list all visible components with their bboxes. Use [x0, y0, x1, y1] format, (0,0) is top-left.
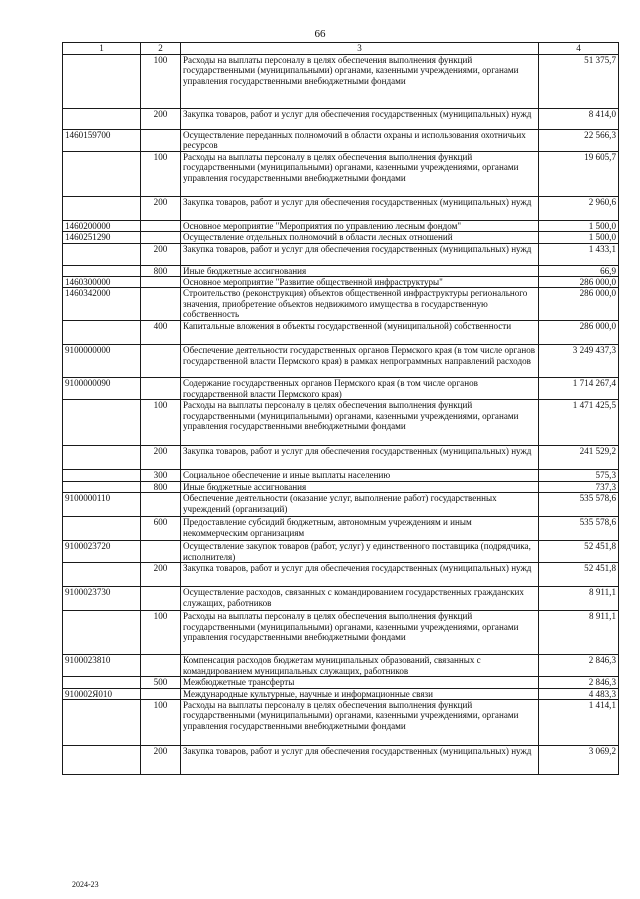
cell-code [63, 677, 141, 688]
table-row [63, 541, 619, 563]
cell-expense-type: 600 [141, 517, 181, 541]
cell-name: Осуществление отдельных полномочий в области лесных отношений [181, 232, 539, 243]
cell-code [63, 265, 141, 276]
cell-amount: 4 483,3 [539, 688, 619, 699]
cell-amount: 2 960,6 [539, 196, 619, 220]
cell-code: 1460300000 [63, 277, 141, 288]
cell-code: 9100000090 [63, 378, 141, 400]
table-row [63, 232, 619, 243]
cell-amount: 737,3 [539, 481, 619, 492]
table-row [63, 688, 619, 699]
cell-name: Иные бюджетные ассигнования [181, 481, 539, 492]
cell-amount: 52 451,8 [539, 541, 619, 563]
cell-code [63, 517, 141, 541]
cell-name: Закупка товаров, работ и услуг для обеспечения государственных (муниципальных) нужд [181, 243, 539, 265]
cell-code: 910002Я010 [63, 688, 141, 699]
cell-code [63, 470, 141, 481]
cell-name: Закупка товаров, работ и услуг для обеспечения государственных (муниципальных) нужд [181, 746, 539, 775]
cell-code: 9100023730 [63, 587, 141, 611]
cell-expense-type: 100 [141, 700, 181, 746]
cell-expense-type [141, 688, 181, 699]
cell-name: Осуществление переданных полномочий в области охраны и использования охотничьих ресурсов [181, 130, 539, 152]
cell-amount: 3 249 437,3 [539, 345, 619, 378]
table-row [63, 481, 619, 492]
cell-amount: 51 375,7 [539, 55, 619, 109]
cell-code: 9100023720 [63, 541, 141, 563]
table-header-row [63, 43, 619, 55]
cell-code [63, 700, 141, 746]
cell-code [63, 151, 141, 196]
cell-code [63, 481, 141, 492]
cell-expense-type [141, 655, 181, 677]
cell-name: Закупка товаров, работ и услуг для обеспечения государственных (муниципальных) нужд [181, 109, 539, 130]
cell-name: Капитальные вложения в объекты государственной (муниципальной) собственности [181, 321, 539, 345]
cell-amount: 8 414,0 [539, 109, 619, 130]
cell-expense-type: 100 [141, 151, 181, 196]
cell-amount: 3 069,2 [539, 746, 619, 775]
cell-code [63, 746, 141, 775]
table-row [63, 288, 619, 321]
cell-code [63, 109, 141, 130]
cell-name: Социальное обеспечение и иные выплаты населению [181, 470, 539, 481]
cell-name: Закупка товаров, работ и услуг для обеспечения государственных (муниципальных) нужд [181, 446, 539, 470]
cell-code [63, 446, 141, 470]
table-row [63, 677, 619, 688]
table-row [63, 321, 619, 345]
cell-expense-type: 400 [141, 321, 181, 345]
table-row [63, 493, 619, 517]
table-row [63, 655, 619, 677]
cell-name: Расходы на выплаты персоналу в целях обеспечения выполнения функций государственными (муниципальными) органами, казенными учреждениями, органами управления государственными внебюджетными фондами [181, 400, 539, 446]
cell-amount: 1 500,0 [539, 220, 619, 231]
budget-table [62, 42, 619, 775]
cell-code: 9100023810 [63, 655, 141, 677]
cell-expense-type [141, 130, 181, 152]
cell-expense-type: 200 [141, 109, 181, 130]
cell-amount: 66,9 [539, 265, 619, 276]
cell-expense-type [141, 288, 181, 321]
cell-code [63, 563, 141, 587]
cell-expense-type: 200 [141, 196, 181, 220]
table-row [63, 151, 619, 196]
cell-amount: 8 911,1 [539, 611, 619, 655]
table-row [63, 345, 619, 378]
table-row [63, 700, 619, 746]
column-header-code: 1 [63, 43, 141, 55]
cell-code [63, 243, 141, 265]
cell-expense-type: 200 [141, 563, 181, 587]
cell-amount: 2 846,3 [539, 677, 619, 688]
cell-expense-type [141, 587, 181, 611]
cell-code [63, 196, 141, 220]
cell-name: Обеспечение деятельности (оказание услуг, выполнение работ) государственных учреждений (организаций) [181, 493, 539, 517]
cell-code: 9100000110 [63, 493, 141, 517]
cell-expense-type: 800 [141, 481, 181, 492]
table-row [63, 446, 619, 470]
table-row [63, 243, 619, 265]
cell-name: Осуществление закупок товаров (работ, услуг) у единственного поставщика (подрядчика, исполнителя) [181, 541, 539, 563]
cell-name: Строительство (реконструкция) объектов общественной инфраструктуры регионального значения, приобретение объектов недвижимого имущества в государственную собственность [181, 288, 539, 321]
cell-amount: 1 433,1 [539, 243, 619, 265]
table-row [63, 220, 619, 231]
cell-expense-type: 100 [141, 400, 181, 446]
cell-amount: 286 000,0 [539, 321, 619, 345]
cell-name: Расходы на выплаты персоналу в целях обеспечения выполнения функций государственными (муниципальными) органами, казенными учреждениями, органами управления государственными внебюджетными фондами [181, 611, 539, 655]
cell-expense-type: 200 [141, 746, 181, 775]
table-row [63, 470, 619, 481]
cell-code: 1460251290 [63, 232, 141, 243]
cell-name: Обеспечение деятельности государственных органов Пермского края (в том числе органов государственной власти Пермского края) в рамках непрограммных направлений расходов [181, 345, 539, 378]
cell-name: Расходы на выплаты персоналу в целях обеспечения выполнения функций государственными (муниципальными) органами, казенными учреждениями, органами управления государственными внебюджетными фондами [181, 700, 539, 746]
table-row [63, 563, 619, 587]
cell-amount: 1 414,1 [539, 700, 619, 746]
cell-name: Межбюджетные трансферты [181, 677, 539, 688]
column-header-amount: 4 [539, 43, 619, 55]
table-row [63, 611, 619, 655]
table-body [63, 55, 619, 775]
table-row [63, 109, 619, 130]
column-header-name: 3 [181, 43, 539, 55]
table-row [63, 746, 619, 775]
cell-amount: 1 471 425,5 [539, 400, 619, 446]
cell-name: Компенсация расходов бюджетам муниципальных образований, связанных с командированием муниципальных служащих, работников [181, 655, 539, 677]
cell-name: Международные культурные, научные и информационные связи [181, 688, 539, 699]
table-row [63, 400, 619, 446]
cell-name: Закупка товаров, работ и услуг для обеспечения государственных (муниципальных) нужд [181, 196, 539, 220]
cell-amount: 19 605,7 [539, 151, 619, 196]
table-row [63, 130, 619, 152]
cell-amount: 52 451,8 [539, 563, 619, 587]
cell-expense-type [141, 220, 181, 231]
cell-expense-type: 800 [141, 265, 181, 276]
cell-amount: 2 846,3 [539, 655, 619, 677]
cell-name: Основное мероприятие "Мероприятия по управлению лесным фондом" [181, 220, 539, 231]
cell-amount: 8 911,1 [539, 587, 619, 611]
table-row [63, 378, 619, 400]
cell-expense-type: 300 [141, 470, 181, 481]
cell-expense-type: 100 [141, 611, 181, 655]
cell-expense-type: 200 [141, 446, 181, 470]
cell-amount: 1 714 267,4 [539, 378, 619, 400]
cell-name: Закупка товаров, работ и услуг для обеспечения государственных (муниципальных) нужд [181, 563, 539, 587]
cell-amount: 286 000,0 [539, 277, 619, 288]
cell-expense-type [141, 345, 181, 378]
table-row [63, 277, 619, 288]
cell-name: Осуществление расходов, связанных с командированием государственных гражданских служащих, работников [181, 587, 539, 611]
cell-code [63, 321, 141, 345]
cell-name: Содержание государственных органов Пермского края (в том числе органов государственной власти Пермского края) [181, 378, 539, 400]
cell-amount: 575,3 [539, 470, 619, 481]
cell-expense-type: 200 [141, 243, 181, 265]
table-row [63, 196, 619, 220]
cell-expense-type [141, 541, 181, 563]
cell-code [63, 400, 141, 446]
cell-amount: 535 578,6 [539, 493, 619, 517]
cell-expense-type [141, 378, 181, 400]
cell-code: 1460159700 [63, 130, 141, 152]
cell-name: Расходы на выплаты персоналу в целях обеспечения выполнения функций государственными (муниципальными) органами, казенными учреждениями, органами управления государственными внебюджетными фондами [181, 55, 539, 109]
cell-name: Предоставление субсидий бюджетным, автономным учреждениям и иным некоммерческим организациям [181, 517, 539, 541]
cell-amount: 22 566,3 [539, 130, 619, 152]
cell-amount: 241 529,2 [539, 446, 619, 470]
cell-expense-type [141, 232, 181, 243]
cell-expense-type: 500 [141, 677, 181, 688]
cell-amount: 1 500,0 [539, 232, 619, 243]
column-header-type: 2 [141, 43, 181, 55]
cell-amount: 535 578,6 [539, 517, 619, 541]
table-row [63, 55, 619, 109]
cell-amount: 286 000,0 [539, 288, 619, 321]
cell-code [63, 55, 141, 109]
table-row [63, 265, 619, 276]
cell-name: Расходы на выплаты персоналу в целях обеспечения выполнения функций государственными (муниципальными) органами, казенными учреждениями, органами управления государственными внебюджетными фондами [181, 151, 539, 196]
cell-code: 9100000000 [63, 345, 141, 378]
cell-name: Основное мероприятие "Развитие общественной инфраструктуры" [181, 277, 539, 288]
footer-code: 2024-23 [72, 880, 99, 889]
cell-name: Иные бюджетные ассигнования [181, 265, 539, 276]
cell-expense-type [141, 493, 181, 517]
table-row [63, 517, 619, 541]
cell-expense-type: 100 [141, 55, 181, 109]
cell-code: 1460200000 [63, 220, 141, 231]
page-number: 66 [314, 28, 326, 40]
table-row [63, 587, 619, 611]
cell-code: 1460342000 [63, 288, 141, 321]
cell-expense-type [141, 277, 181, 288]
cell-code [63, 611, 141, 655]
